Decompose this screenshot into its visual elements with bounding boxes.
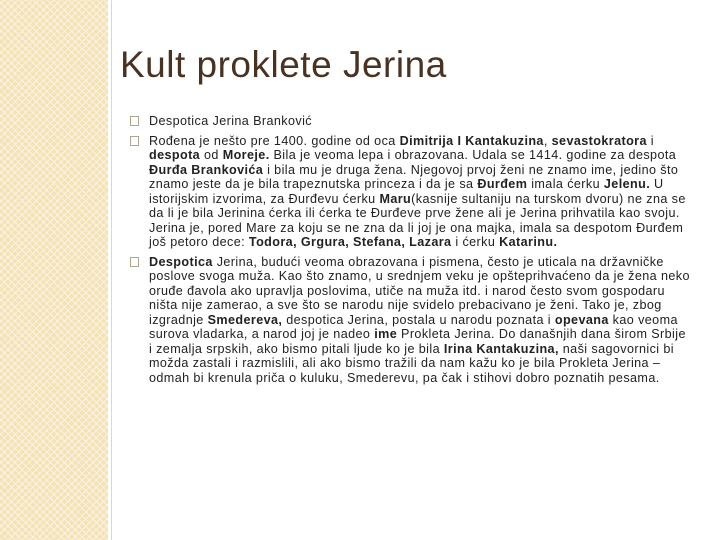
text-run: Prokleta Jerina. Do današnjih dana širom Srbije i zemalja srpskih, ako bismo pitali ljude ko je bila [149, 327, 686, 356]
text-run: , [543, 133, 552, 148]
text-run: Bila je veoma lepa i obrazovana. Udala se 1414. godine za despota [269, 148, 677, 162]
bullet-box-icon [130, 257, 139, 267]
text-run: od [200, 148, 223, 162]
bold-text-run: Moreje. [222, 148, 270, 162]
bold-text-run: Đurđem [477, 177, 528, 191]
bullet-text [149, 255, 690, 385]
bullet-box-icon [130, 136, 139, 146]
text-run: i ćerku [451, 235, 500, 249]
bullet-box-icon [130, 116, 139, 126]
text-run: despotica Jerina, postala u narodu poznata i [282, 312, 555, 327]
bold-text-run: Maru [379, 191, 412, 206]
bold-text-run: opevana [554, 312, 609, 327]
decorative-side-band [0, 0, 108, 540]
bold-text-run: ime [374, 327, 398, 341]
bold-text-run: despota [149, 148, 201, 162]
slide-title: Kult proklete Jerina [120, 44, 447, 85]
bold-text-run: Đurđa Brankovića [149, 162, 264, 177]
bold-text-run: Katarinu. [499, 235, 558, 249]
text-run: naši sagovornici bi možda zastali i razmislili, ali ako bismo tražili da nam kažu ko je bila Prokleta Jerina – odmah bi krenula priča o kuluku, Smederevu, pa čak i stihovi dobro poznatih pesama. [149, 341, 674, 385]
bullet-list [130, 114, 690, 390]
text-run: Despotica Jerina Branković [149, 114, 312, 128]
text-run: i [646, 133, 654, 148]
text-run: U istorijskim izvorima, za Đurđevu ćerku [149, 177, 664, 206]
bullet-item-3 [130, 255, 690, 386]
text-run: Rođena je nešto pre 1400. godine od oca [149, 133, 400, 148]
bold-text-run: Despotica [149, 254, 213, 269]
text-run: Jerina, budući veoma obrazovana i pismena, često je uticala na državničke poslove svoga muža. Kao što znamo, u srednjem veku je opšteprihvaćeno da je žena neko oruđe đavola ako upravlja poslovima, utiče na muža itd. i narod često svom gospodaru ništa nije zamerao, a sve što se narodu nije svidelo prebacivano je ženi. Tako je, zbog izgradnje [149, 254, 690, 327]
bullet-item-2 [130, 134, 690, 250]
bold-text-run: sevastokratora [551, 133, 647, 148]
bold-text-run: Jelenu. [603, 177, 651, 191]
bullet-text [149, 134, 686, 250]
bold-text-run: Dimitrija I Kantakuzina [399, 133, 544, 148]
bold-text-run: Smedereva, [207, 312, 283, 327]
text-run: imala ćerku [527, 177, 604, 191]
text-run: (kasnije sultaniju na turskom dvoru) ne zna se da li je bila Jerinina ćerka ili ćerka te Đurđeve prve žene ali je Jerina prihvatila kao svoju. Jerina je, pored Mare za koju se ne zna da li joj je ona majka, imala sa despotom Đurđem još petoro dece: [149, 191, 686, 249]
text-run: i bila mu je druga žena. Njegovoj prvoj ženi ne znamo ime, jedino što znamo jeste da je bila trapeznutska princeza i da je sa [149, 162, 679, 191]
bold-text-run: Todora, Grgura, Stefana, Lazara [248, 235, 452, 249]
bold-text-run: Irina Kantakuzina, [443, 341, 559, 356]
text-run: kao veoma surova vladarka, a narod joj je nadeo [149, 312, 678, 341]
bullet-text [149, 114, 312, 128]
side-band-edge-line [111, 0, 112, 540]
bullet-item-1 [130, 114, 690, 129]
